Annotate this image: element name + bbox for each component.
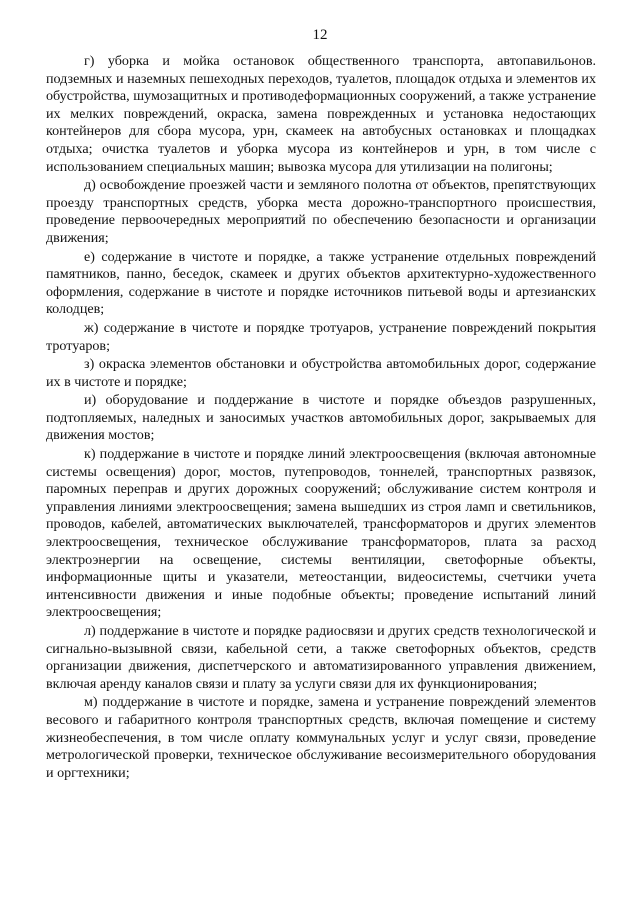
- paragraph-m: м) поддержание в чистоте и порядке, замена и устранение повреждений элементов весового и габаритного контроля транспортных средств, включая помещение и систему жизнеобеспечения, в том числе оплату коммунальных услуг и услуг связи, проведение метрологической проверки, техническое обслуживание весоизмерительного оборудования и оргтехники;: [46, 694, 596, 781]
- paragraph-g: г) уборка и мойка остановок общественного транспорта, автопавильонов. подземных и наземных пешеходных переходов, туалетов, площадок отдыха и элементов их обустройства, шумозащитных и противодеформационных сооружений, а также устранение их мелких повреждений, окраска, замена поврежденных и установка недостающих контейнеров для сбора мусора, урн, скамеек на автобусных остановках и площадках отдыха; очистка туалетов и уборка мусора из контейнеров и урн, в том числе с использованием специальных машин; вывозка мусора для утилизации на полигоны;: [46, 53, 596, 175]
- paragraph-l: л) поддержание в чистоте и порядке радиосвязи и других средств технологической и сигнально-вызывной связи, кабельной сети, а также светофорных объектов, средств организации движения, диспетчерского и автоматизированного управления движением, включая аренду каналов связи и плату за услуги связи для их функционирования;: [46, 623, 596, 692]
- document-body: [46, 53, 596, 783]
- paragraph-d: д) освобождение проезжей части и земляного полотна от объектов, препятствующих проезду транспортных средств, уборка места дорожно-транспортного происшествия, проведение первоочередных мероприятий по обеспечению безопасности и организации движения;: [46, 177, 596, 246]
- paragraph-zh: ж) содержание в чистоте и порядке тротуаров, устранение повреждений покрытия тротуаров;: [46, 319, 596, 354]
- paragraph-k: к) поддержание в чистоте и порядке линий электроосвещения (включая автономные системы освещения) дорог, мостов, путепроводов, тоннелей, транспортных развязок, паромных переправ и других дорожных сооружений; обслуживание систем контроля и управления линиями электроосвещения; замена вышедших из строя ламп и светильников, проводов, кабелей, автоматических выключателей, трансформаторов и других элементов электроосвещения, техническое обслуживание трансформаторов, плата за расход электроэнергии на освещение, системы вентиляции, светофорные объекты, информационные щиты и указатели, метеостанции, видеосистемы, счетчики учета интенсивности движения и иные подобные объекты; проведение испытаний линий электроосвещения;: [46, 446, 596, 621]
- paragraph-i: и) оборудование и поддержание в чистоте и порядке объездов разрушенных, подтопляемых, наледных и заносимых участков автомобильных дорог, закрываемых для движения мостов;: [46, 392, 596, 444]
- paragraph-z: з) окраска элементов обстановки и обустройства автомобильных дорог, содержание их в чистоте и порядке;: [46, 356, 596, 390]
- paragraph-e: е) содержание в чистоте и порядке, а также устранение отдельных повреждений памятников, панно, беседок, скамеек и других объектов архитектурно-художественного оформления, содержание в чистоте и порядке источников питьевой воды и артезианских колодцев;: [46, 248, 596, 318]
- page-number: 12: [312, 27, 328, 43]
